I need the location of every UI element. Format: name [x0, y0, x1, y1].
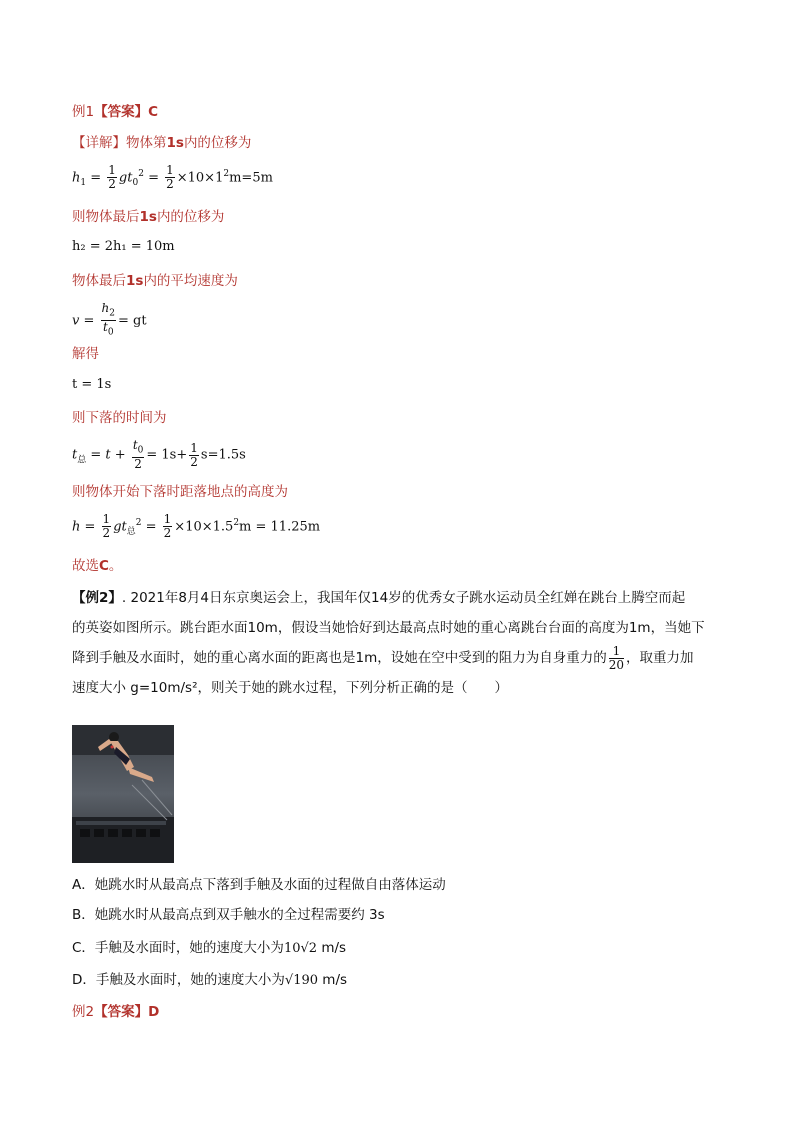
eq2: h₂ = 2h₁ = 10m	[72, 239, 175, 254]
ex2-line3	[72, 643, 722, 673]
detail-text: 物体第	[126, 135, 167, 151]
eq5-end: s=1.5s	[200, 447, 246, 463]
last-bold: 1s	[139, 209, 157, 225]
option-d-math: √190	[284, 973, 319, 988]
height-line	[72, 482, 288, 502]
eq5-tail: = 1s+	[146, 447, 188, 463]
conclusion-line	[72, 556, 122, 576]
avg-velocity-line	[72, 271, 238, 291]
ex2-line1	[72, 583, 722, 613]
ex2-question	[72, 583, 722, 703]
equation-t-total: $t_总 = t$ + $\frac{t_0}{2}$ = 1s+ $\frac{1}{2}$ s=1.5s	[72, 438, 246, 472]
equation-h1: $h_1$ = $\frac{1}{2}$ $gt_0^2$ = $\frac{1}{2}$ $\times 10\times 1^2m=5m$	[72, 163, 273, 192]
equation-h2	[72, 237, 175, 257]
height-text: 则物体开始下落时距落地点的高度为	[72, 484, 288, 500]
ex1-prefix: 例1	[72, 104, 95, 120]
option-c	[72, 938, 346, 959]
ex2-line2: 的英姿如图所示。跳台距水面10m，假设当她恰好到达最高点时她的重心离跳台台面的高度为1m，当她下	[72, 620, 705, 636]
ex2-line1-text: . 2021年8月4日东京奥运会上，我国年仅14岁的优秀女子跳水运动员全红婵在跳台上腾空而起	[121, 590, 686, 606]
option-d-text: D．手触及水面时，她的速度大小为	[72, 972, 285, 988]
solve-text: 解得	[72, 346, 99, 362]
detail-line	[72, 133, 251, 153]
eq6-mid: ×10×1.5	[174, 519, 234, 535]
option-c-math: 10√2	[283, 941, 318, 956]
ex2-answer-line	[72, 1002, 159, 1022]
option-c-unit: m/s	[317, 940, 347, 956]
ex1-answer-line	[72, 102, 158, 122]
ex2-answer-tag: 【答案】	[94, 1004, 149, 1020]
equation-v: v = $\frac{h_2}{t_0}$ = gt	[72, 301, 147, 338]
avg-pre: 物体最后	[72, 273, 126, 289]
solve-line	[72, 344, 99, 364]
option-a: A．她跳水时从最高点下落到手触及水面的过程做自由落体运动	[72, 877, 446, 893]
equation-h: h = $\frac{1}{2}$ $gt_总^2$ = $\frac{1}{2}$ $\times 10\times 1.5^2m = 11.25m$	[72, 512, 321, 541]
option-d-unit: m/s	[318, 972, 348, 988]
conclusion-answer: C	[99, 558, 109, 574]
fall-time-text: 则下落的时间为	[72, 410, 167, 426]
eq1-tail: m=5m	[229, 170, 273, 186]
ex1-answer: C	[148, 104, 159, 120]
avg-post: 内的平均速度为	[143, 273, 238, 289]
eq3-tail: = gt	[118, 313, 147, 329]
avg-bold: 1s	[126, 273, 144, 289]
ex2-tag: 【例2】	[72, 590, 122, 606]
equation-t	[72, 375, 111, 395]
ex2-line3-pre: 降到手触及水面时，她的重心离水面的距离也是1m，设她在空中受到的阻力为自身重力的	[72, 650, 607, 666]
frac-numerator: 1	[609, 645, 624, 659]
option-c-text: C．手触及水面时，她的速度大小为	[72, 940, 284, 956]
detail-tag: 【详解】	[72, 135, 126, 151]
detail-rest: 内的位移为	[183, 135, 252, 151]
last-pre: 则物体最后	[72, 209, 140, 225]
detail-bold: 1s	[166, 135, 184, 151]
ex2-line4: 速度大小 g=10m/s²，则关于她的跳水过程，下列分析正确的是（ ）	[72, 680, 508, 696]
fall-time-line	[72, 408, 167, 428]
answer-tag: 【答案】	[94, 104, 149, 120]
last-second-line	[72, 207, 224, 227]
eq4: t = 1s	[72, 377, 112, 392]
frac-denominator: 20	[608, 657, 625, 672]
ex2-answer: D	[148, 1004, 160, 1020]
eq1-mid: ×10×1	[176, 170, 224, 186]
option-d	[72, 970, 347, 991]
ex2-prefix: 例2	[72, 1004, 95, 1020]
diver-photo	[72, 725, 174, 863]
conclusion-pre: 故选	[72, 558, 99, 574]
eq6-tail: m = 11.25m	[239, 519, 321, 535]
option-b: B．她跳水时从最高点到双手触水的全过程需要约 3s	[72, 907, 385, 923]
ex2-line3-post: ，取重力加	[626, 650, 694, 666]
conclusion-post: 。	[108, 558, 123, 574]
last-post: 内的位移为	[156, 209, 225, 225]
